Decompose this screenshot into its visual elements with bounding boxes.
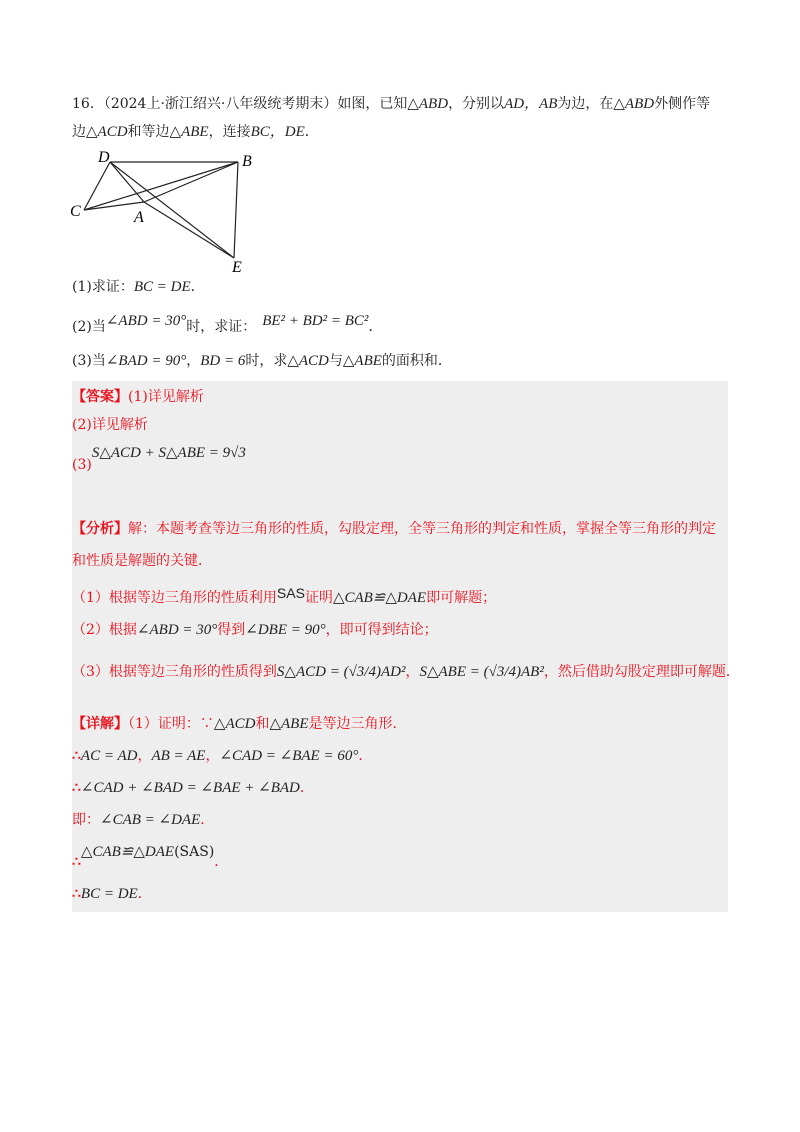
analysis-step-2 — [72, 618, 728, 642]
angle-dbe-math: ∠DBE = 90° — [245, 622, 326, 638]
label-c: C — [70, 203, 81, 220]
detail-triangle-acd: △ACD — [213, 716, 256, 732]
detail-4-pre: 即： — [72, 812, 100, 828]
solution-block — [72, 381, 740, 912]
detail-triangle-abe: △ABE — [269, 716, 309, 732]
analysis-line-2 — [72, 549, 728, 573]
analysis-step-2-mid: 得到 — [217, 622, 246, 638]
sep: ， — [137, 748, 152, 764]
q3-triangle-1: △ACD — [287, 353, 329, 369]
q2-condition: ∠ABD = 30° — [105, 313, 187, 329]
eq-bc-de: BC = DE — [80, 886, 138, 902]
eq-angle-sum: ∠CAD + ∠BAD = ∠BAE + ∠BAD — [80, 780, 300, 796]
stem-text: 边 — [72, 124, 86, 140]
detail-1-pre: （1）证明：∵ — [128, 716, 214, 732]
stem-text: 和等边 — [127, 124, 170, 140]
document-page — [70, 92, 740, 912]
therefore-symbol: ∴ — [72, 854, 81, 870]
congruence-conclusion: △CAB≌△DAE — [80, 844, 175, 860]
eq-ac-ad: AC = AD — [80, 748, 138, 764]
problem-stem-line-1 — [72, 92, 728, 116]
q1-end: ． — [190, 279, 205, 295]
analysis-tag: 【分析】 — [72, 521, 128, 537]
segments-bc-de: BC，DE — [250, 124, 305, 140]
detail-2-end: ． — [358, 748, 373, 764]
analysis-step-3-end: ，然后借助勾股定理即可解题． — [543, 664, 740, 680]
label-e: E — [232, 259, 242, 273]
detail-6-end: ． — [137, 886, 152, 902]
triangle-abd: △ABD — [407, 96, 449, 112]
angle-abd-math: ∠ABD = 30° — [136, 622, 218, 638]
detail-line-2 — [72, 744, 728, 768]
geometry-figure — [70, 148, 270, 273]
q1-label: (1)求证： — [72, 279, 134, 295]
triangle-abe: △ABE — [169, 124, 209, 140]
q3-end: 的面积和． — [381, 353, 452, 369]
area-acd-math: S△ACD = (√3/4)AD² — [276, 664, 406, 680]
eq-ab-ae: AB = AE — [151, 748, 206, 764]
congruence-math: △CAB≌△DAE — [332, 590, 427, 606]
analysis-step-2-pre: （2）根据 — [72, 622, 137, 638]
question-1 — [72, 275, 728, 299]
detail-1-end: 是等边三角形． — [308, 716, 407, 732]
detail-4-end: ． — [200, 812, 215, 828]
therefore-symbol: ∴ — [72, 748, 81, 764]
analysis-step-1-end: 即可解题； — [426, 590, 497, 606]
detail-line-1 — [72, 712, 728, 736]
problem-stem-line-2 — [72, 120, 728, 144]
stem-text: 为边，在 — [557, 96, 614, 112]
stem-text: ，分别以 — [448, 96, 505, 112]
therefore-symbol: ∴ — [72, 780, 81, 796]
detail-line-4 — [72, 808, 728, 832]
answer-1: (1)详见解析 — [128, 389, 204, 405]
q2-end: ． — [368, 319, 383, 335]
eq-cab-dae: ∠CAB = ∠DAE — [100, 812, 201, 828]
q3-condition-2: BD = 6 — [200, 353, 246, 369]
answer-line-2 — [72, 413, 728, 437]
question-3 — [72, 349, 728, 373]
answer-3-label: (3) — [72, 457, 92, 473]
q2-label: (2)当 — [72, 319, 106, 335]
detail-1-and: 和 — [255, 716, 270, 732]
answer-line-3 — [72, 441, 728, 471]
triangle-acd: △ACD — [86, 124, 128, 140]
analysis-intro-1: 解：本题考查等边三角形的性质，勾股定理，全等三角形的判定和性质，掌握全等三角形的判定 — [128, 521, 716, 537]
analysis-step-3 — [72, 654, 740, 690]
stem-text: 如图，已知 — [337, 96, 408, 112]
sep: ， — [205, 748, 220, 764]
stem-text: 外侧作等 — [654, 96, 711, 112]
analysis-step-3-sep: ， — [405, 664, 420, 680]
label-b: B — [242, 153, 252, 170]
q3-mid: 时，求 — [245, 353, 288, 369]
q3-triangle-2: △ABE — [342, 353, 382, 369]
analysis-step-1-pre: （1）根据等边三角形的性质利用 — [72, 590, 277, 606]
q2-math: BE² + BD² = BC² — [262, 313, 369, 329]
therefore-symbol: ∴ — [72, 886, 81, 902]
sas-reason: (SAS) — [174, 844, 215, 860]
detail-line-6 — [72, 882, 728, 906]
answer-tag: 【答案】 — [72, 389, 128, 405]
q3-sep: ， — [186, 353, 201, 369]
label-d: D — [98, 149, 110, 166]
stem-text: ，连接 — [208, 124, 251, 140]
detail-tag: 【详解】 — [72, 716, 128, 732]
analysis-step-1-mid: 证明 — [304, 590, 333, 606]
q3-label: (3)当 — [72, 353, 106, 369]
analysis-line-1 — [72, 517, 728, 541]
detail-5-end: ． — [214, 854, 229, 870]
triangle-abd: △ABD — [613, 96, 655, 112]
eq-angles-60: ∠CAD = ∠BAE = 60° — [219, 748, 359, 764]
q2-mid: 时，求证： — [186, 319, 257, 335]
sas-label: SAS — [276, 585, 305, 601]
stem-text: ． — [304, 124, 319, 140]
problem-number: 16． — [72, 96, 104, 112]
q3-condition-1: ∠BAD = 90° — [105, 353, 187, 369]
answer-3-math: S△ACD + S△ABE = 9√3 — [91, 445, 246, 461]
label-a: A — [134, 209, 144, 226]
question-2 — [72, 309, 728, 339]
analysis-step-3-pre: （3）根据等边三角形的性质得到 — [72, 664, 277, 680]
sides-ad-ab: AD，AB — [504, 96, 558, 112]
q1-math: BC = DE — [133, 279, 191, 295]
area-abe-math: S△ABE = (√3/4)AB² — [419, 664, 544, 680]
analysis-step-1 — [72, 581, 728, 610]
answer-line-1 — [72, 385, 728, 409]
analysis-intro-2: 和性质是解题的关键． — [72, 553, 212, 569]
detail-3-end: ． — [299, 780, 314, 796]
analysis-step-2-end: ，即可得到结论； — [325, 622, 438, 638]
detail-line-3 — [72, 776, 728, 800]
answer-2: (2)详见解析 — [72, 417, 148, 433]
problem-source: （2024上·浙江绍兴·八年级统考期末） — [103, 96, 338, 112]
q3-and: 与 — [328, 353, 343, 369]
detail-line-5 — [72, 840, 728, 872]
